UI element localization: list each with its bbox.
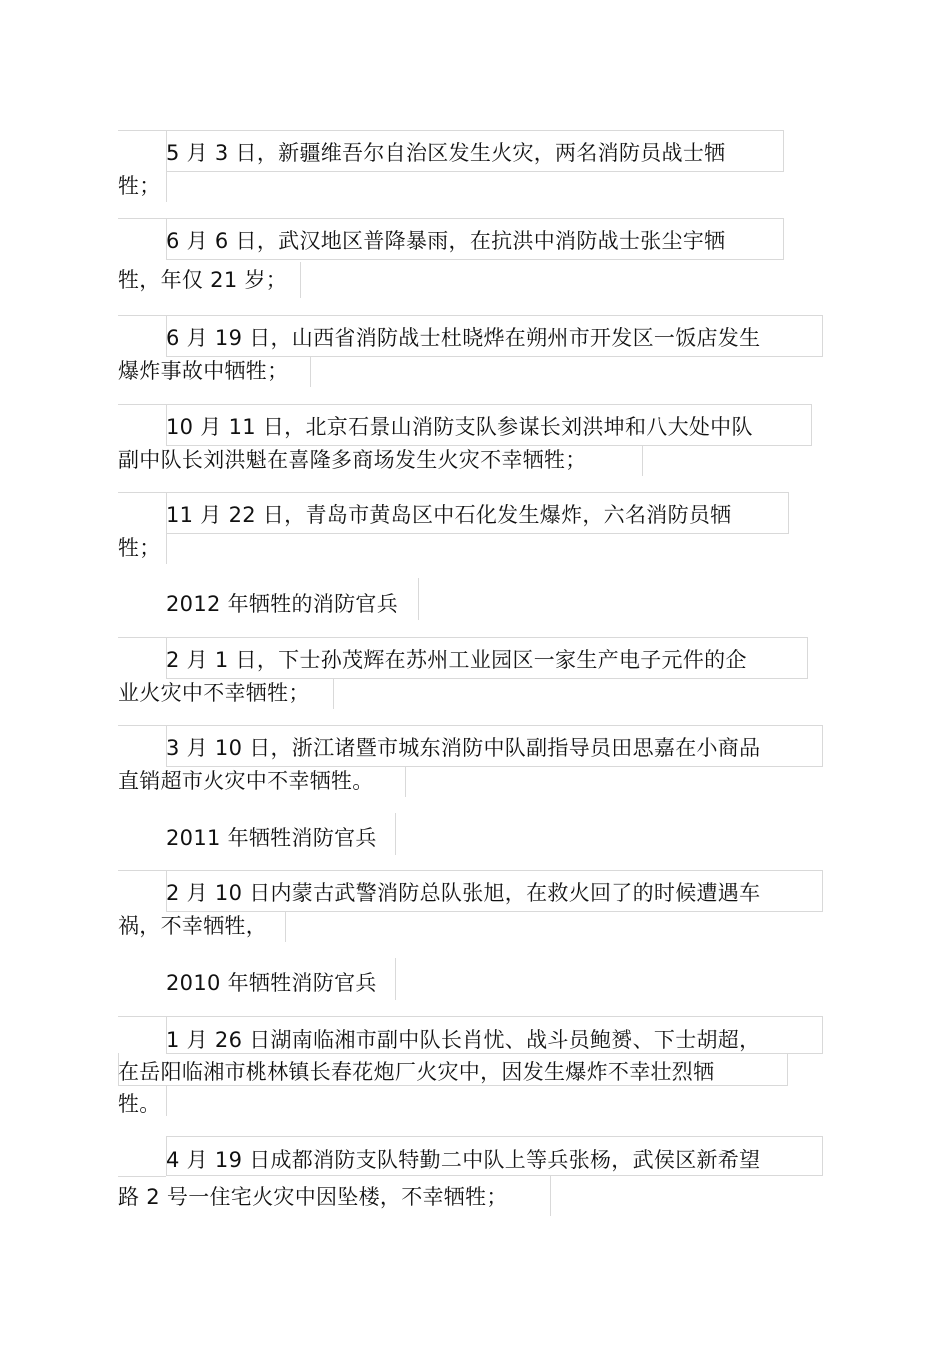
frame-tick: [285, 912, 286, 942]
entry-line: 2 月 10 日内蒙古武警消防总队张旭，在救火回了的时候遭遇车: [166, 881, 761, 905]
frame-tab: [118, 1016, 166, 1017]
entry-line: 牲。: [118, 1092, 161, 1116]
entry-line: 3 月 10 日，浙江诸暨市城东消防中队副指导员田思嘉在小商品: [166, 736, 761, 760]
frame-tick: [166, 1086, 167, 1116]
frame-tick: [166, 534, 167, 564]
frame-tick: [405, 767, 406, 797]
frame-tick: [642, 446, 643, 476]
year-heading: 2011 年牺牲消防官兵: [166, 826, 377, 850]
frame-tab: [118, 637, 166, 638]
entry-line: 牲，年仅 21 岁；: [118, 268, 288, 292]
entry-line: 祸，不幸牺牲，: [118, 914, 268, 938]
entry-line: 牲；: [118, 174, 161, 198]
frame-tab: [118, 130, 166, 131]
frame-tick: [395, 958, 396, 1000]
year-heading: 2010 年牺牲消防官兵: [166, 971, 377, 995]
entry-line: 副中队长刘洪魁在喜隆多商场发生火灾不幸牺牲；: [118, 448, 587, 472]
entry-line: 6 月 6 日，武汉地区普降暴雨，在抗洪中消防战士张尘宇牺: [166, 229, 726, 253]
frame-tab: [118, 404, 166, 405]
frame-tick: [550, 1176, 551, 1216]
frame-tick: [300, 262, 301, 298]
year-heading: 2012 年牺牲的消防官兵: [166, 592, 399, 616]
entry-line: 4 月 19 日成都消防支队特勤二中队上等兵张杨，武侯区新希望: [166, 1148, 761, 1172]
frame-tab: [118, 870, 166, 871]
entry-line: 路 2 号一住宅火灾中因坠楼，不幸牺牲；: [118, 1185, 508, 1209]
frame-tab: [118, 218, 166, 219]
entry-line: 业火灾中不幸牺牲；: [118, 681, 310, 705]
frame-tab: [118, 1176, 166, 1177]
frame-tick: [333, 679, 334, 709]
frame-tab: [118, 315, 166, 316]
frame-tab: [118, 492, 166, 493]
entry-line: 1 月 26 日湖南临湘市副中队长肖忧、战斗员鲍赟、下士胡超，: [166, 1028, 761, 1052]
entry-line: 牲；: [118, 536, 161, 560]
frame-tick: [395, 813, 396, 855]
frame-tick: [418, 578, 419, 620]
entry-line: 2 月 1 日，下士孙茂辉在苏州工业园区一家生产电子元件的企: [166, 648, 747, 672]
frame-tick: [166, 172, 167, 202]
entry-line: 5 月 3 日，新疆维吾尔自治区发生火灾，两名消防员战士牺: [166, 141, 726, 165]
entry-line: 10 月 11 日，北京石景山消防支队参谋长刘洪坤和八大处中队: [166, 415, 753, 439]
frame-tick: [310, 357, 311, 387]
entry-line: 爆炸事故中牺牲；: [118, 359, 289, 383]
entry-line: 直销超市火灾中不幸牺牲。: [118, 769, 374, 793]
entry-line: 11 月 22 日，青岛市黄岛区中石化发生爆炸，六名消防员牺: [166, 503, 732, 527]
entry-line: 在岳阳临湘市桃林镇长春花炮厂火灾中，因发生爆炸不幸壮烈牺: [118, 1060, 715, 1084]
frame-tab: [118, 725, 166, 726]
entry-line: 6 月 19 日，山西省消防战士杜晓烨在朔州市开发区一饭店发生: [166, 326, 761, 350]
